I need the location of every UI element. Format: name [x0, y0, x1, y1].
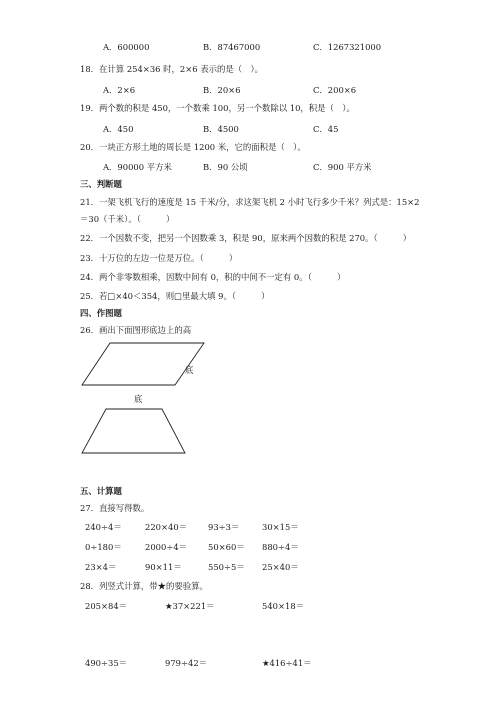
q25-text: 25．若□×40＜354，则□里最大填 9。（ ） — [80, 291, 270, 301]
q27-item: 0÷180＝ — [85, 542, 122, 552]
q22-text: 22．一个因数不变，把另一个因数乘 3，积是 90，原来两个因数的积是 270。（ ） — [80, 233, 412, 243]
section-3-heading: 三、判断题 — [80, 179, 122, 189]
q17-option-b: B．87467000 — [203, 42, 261, 52]
q17-option-a: A．600000 — [103, 42, 150, 52]
q21-line-2: ＝30（千米）。（ ） — [80, 214, 175, 224]
q28-text: 28．列竖式计算，带★的要验算。 — [80, 581, 208, 591]
q20-option-c: C．900 平方米 — [313, 162, 372, 172]
q27-item: 220×40＝ — [145, 522, 188, 532]
q27-text: 27．直接写得数。 — [80, 503, 150, 513]
q27-item: 550÷5＝ — [208, 562, 245, 572]
q19-option-c: C．45 — [313, 124, 339, 134]
q27-item: 23×4＝ — [85, 562, 117, 572]
q19-option-b: B．4500 — [203, 124, 239, 134]
q20-option-b: B．90 公顷 — [203, 162, 248, 172]
q19-text: 19．两个数的积是 450，一个数乘 100，另一个数除以 10，积是（ ）。 — [80, 103, 355, 113]
q27-item: 240÷4＝ — [85, 522, 122, 532]
q28-item: 979÷42＝ — [165, 658, 208, 668]
q23-text: 23．十万位的左边一位是万位。（ ） — [80, 253, 238, 263]
q28-item: 205×84＝ — [85, 601, 128, 611]
q27-item: 50×60＝ — [208, 542, 245, 552]
q17-option-c: C．1267321000 — [313, 42, 382, 52]
q24-text: 24．两个非零数相乘，因数中间有 0，积的中间不一定有 0。（ ） — [80, 272, 346, 282]
section-5-heading: 五、计算题 — [80, 486, 122, 496]
q27-item: 90×11＝ — [145, 562, 182, 572]
q18-text: 18．在计算 254×36 时，2×6 表示的是（ ）。 — [80, 64, 264, 74]
q18-option-c: C．200×6 — [313, 85, 357, 95]
trapezoid-base-label: 底 — [134, 394, 143, 404]
q27-item: 93÷3＝ — [208, 522, 240, 532]
q21-line-1: 21．一架飞机飞行的速度是 15 千米/分，求这架飞机 2 小时飞行多少千米？列式是：15×2 — [80, 197, 420, 207]
q27-item: 30×15＝ — [262, 522, 299, 532]
q27-item: 2000÷4＝ — [145, 542, 188, 552]
section-4-heading: 四、作图题 — [80, 308, 122, 318]
q20-text: 20．一块正方形土地的周长是 1200 米，它的面积是（ ）。 — [80, 142, 306, 152]
q18-option-b: B．20×6 — [203, 85, 241, 95]
q18-option-a: A．2×6 — [103, 85, 136, 95]
q28-item: ★37×221＝ — [165, 601, 215, 611]
q28-item: ★416÷41＝ — [262, 658, 312, 668]
q20-option-a: A．90000 平方米 — [103, 162, 172, 172]
trapezoid-figure — [80, 405, 190, 457]
q28-item: 490÷35＝ — [85, 658, 128, 668]
parallelogram-base-label: 底 — [185, 365, 194, 375]
q28-item: 540×18＝ — [262, 601, 305, 611]
q19-option-a: A．450 — [103, 124, 134, 134]
q26-text: 26．画出下面图形底边上的高 — [80, 325, 192, 335]
q27-item: 880÷4＝ — [262, 542, 299, 552]
q27-item: 25×40＝ — [262, 562, 299, 572]
